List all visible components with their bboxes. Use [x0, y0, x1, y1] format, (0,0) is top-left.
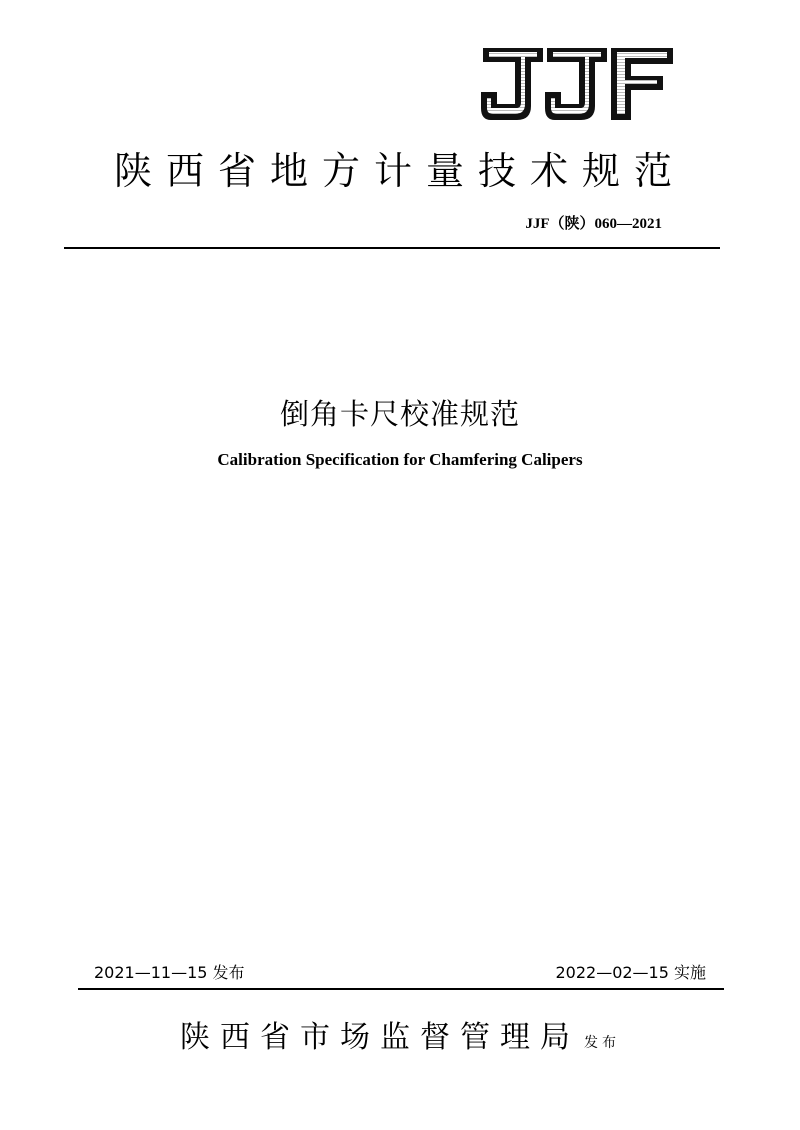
publisher-row: [0, 1012, 800, 1056]
publisher-name: 陕西省市场监督管理局: [180, 1020, 580, 1055]
publish-label: 发布: [584, 1035, 620, 1051]
jjf-logo: [481, 44, 673, 124]
logo-letter-f: [611, 48, 673, 120]
logo-letter-j2: [545, 48, 607, 120]
effective-date: 2022—02—15 实施: [555, 963, 706, 982]
document-title-chinese: 倒角卡尺校准规范: [279, 397, 520, 431]
series-title: 陕西省地方计量技术规范: [113, 149, 686, 193]
issue-date: 2021—11—15 发布: [94, 963, 245, 982]
footer-divider: [78, 988, 724, 990]
document-code: JJF（陕）060—2021: [525, 216, 662, 232]
document-title-english: Calibration Specification for Chamfering Calipers: [217, 450, 583, 469]
logo-letter-j1: [481, 48, 543, 120]
header-divider: [64, 247, 720, 249]
